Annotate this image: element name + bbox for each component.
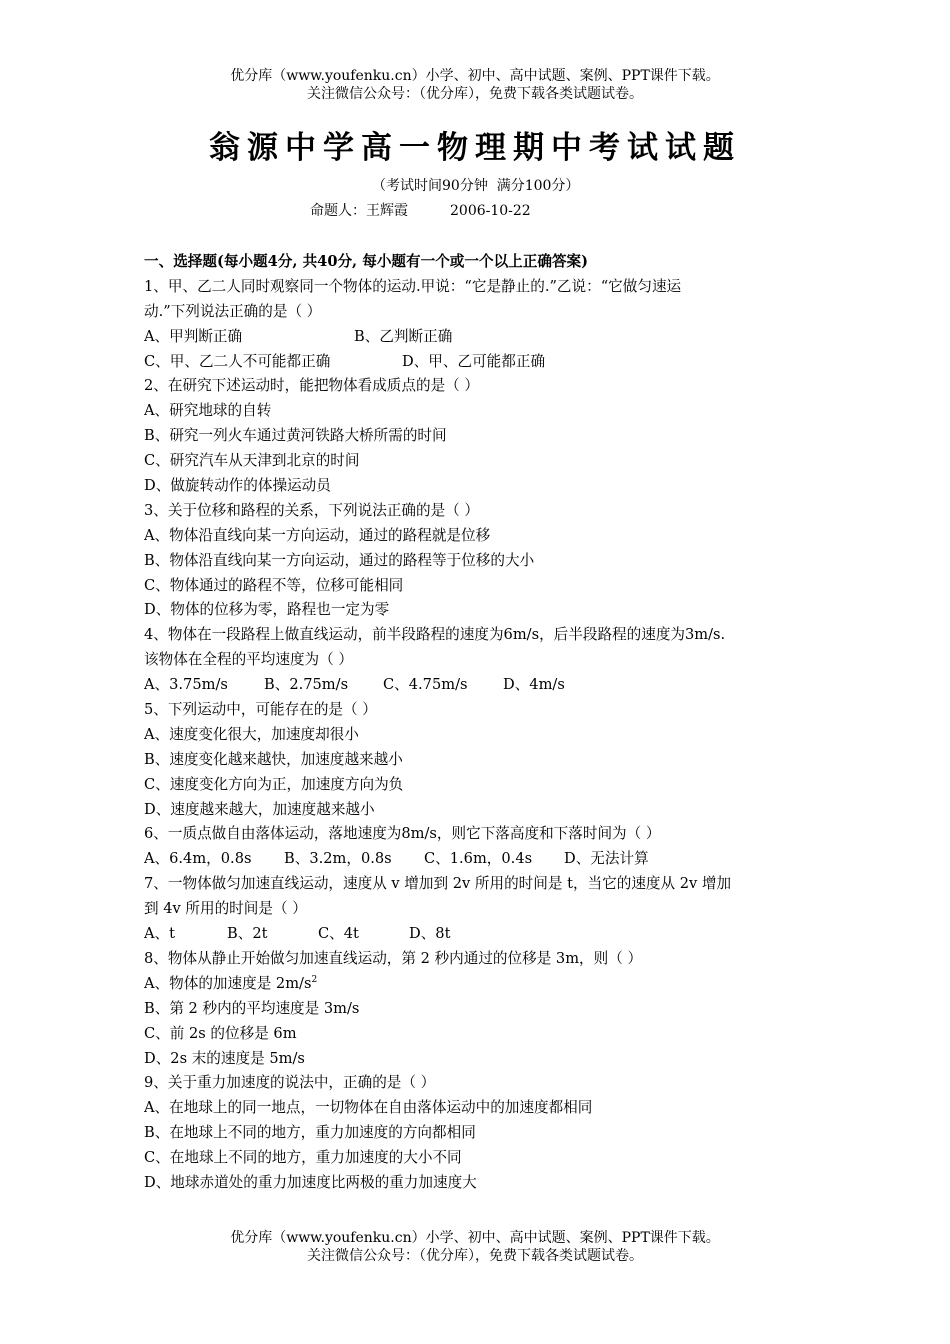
question-7-stem-cont: 到 4v 所用的时间是（ ） [144,900,307,918]
option-c: C、物体通过的路程不等，位移可能相同 [144,576,404,594]
option-b: B、在地球上不同的地方，重力加速度的方向都相同 [144,1124,476,1142]
option-c: C、甲、乙二人不可能都正确 [144,352,331,370]
option-d: D、4m/s [503,676,565,694]
option-a-text: A、物体的加速度是 2m/s [144,974,312,992]
option-a: A、3.75m/s [144,676,228,694]
question-6-options [144,847,814,872]
option-c: C、1.6m，0.4s [424,850,533,868]
question-6-stem: 6、一质点做自由落体运动，落地速度为8m/s，则它下落高度和下落时间为（ ） [144,825,661,843]
option-d: D、2s 末的速度是 5m/s [144,1049,305,1067]
question-4-stem-cont: 该物体在全程的平均速度为（ ） [144,651,353,669]
option-c: C、速度变化方向为正，加速度方向为负 [144,775,404,793]
option-a: A、6.4m，0.8s [144,850,252,868]
option-d: D、速度越来越大，加速度越来越小 [144,800,375,818]
question-4-options [144,673,814,698]
option-a: A、研究地球的自转 [144,402,272,420]
question-1-stem: 1、甲、乙二人同时观察同一个物体的运动.甲说：“它是静止的.”乙说：“它做匀速运 [144,277,682,295]
question-8-stem: 8、物体从静止开始做匀加速直线运动，第 2 秒内通过的位移是 3m，则（ ） [144,949,643,967]
option-a: A、甲判断正确 [144,327,243,345]
question-9-stem: 9、关于重力加速度的说法中，正确的是（ ） [144,1074,436,1092]
option-b: B、2t [227,925,268,943]
option-b: B、3.2m，0.8s [284,850,392,868]
exam-date: 2006-10-22 [450,203,531,219]
option-d: D、无法计算 [564,850,649,868]
question-list [144,250,814,1196]
question-3-stem: 3、关于位移和路程的关系，下列说法正确的是（ ） [144,501,479,519]
question-7-stem: 7、一物体做匀加速直线运动，速度从 v 增加到 2v 所用的时间是 t，当它的速度从 2v 增加 [144,875,732,893]
option-c: C、在地球上不同的地方，重力加速度的大小不同 [144,1149,462,1167]
question-7-options [144,922,814,947]
question-1-options-row2 [144,350,814,375]
option-d: D、做旋转动作的体操运动员 [144,477,331,495]
question-2-stem: 2、在研究下述运动时，能把物体看成质点的是（ ） [144,377,479,395]
exam-duration: （考试时间90分钟 满分100分） [372,178,580,194]
section-heading: 一、选择题(每小题4分, 共40分, 每小题有一个或一个以上正确答案) [144,253,589,270]
option-a [144,972,814,997]
question-1-stem-cont: 动.”下列说法正确的是（ ） [144,302,322,320]
option-b: B、速度变化越来越快，加速度越来越小 [144,750,403,768]
exam-author: 命题人：王辉霞 [310,203,408,219]
page-footer-line1: 优分库（www.youfenku.cn）小学、初中、高中试题、案例、PPT课件下载。 [230,1230,720,1246]
option-c: C、4.75m/s [383,676,468,694]
exam-title: 翁源中学高一物理期中考试试题 [209,130,741,166]
option-d: D、8t [409,925,451,943]
option-d: D、物体的位移为零，路程也一定为零 [144,601,390,619]
option-b: B、乙判断正确 [354,327,453,345]
option-c: C、前 2s 的位移是 6m [144,1024,297,1042]
option-d: D、甲、乙可能都正确 [402,352,546,370]
question-4-stem: 4、物体在一段路程上做直线运动，前半段路程的速度为6m/s，后半段路程的速度为3m/s. [144,626,726,644]
question-5-stem: 5、下列运动中，可能存在的是（ ） [144,701,377,719]
option-d: D、地球赤道处的重力加速度比两极的重力加速度大 [144,1173,477,1191]
option-c: C、研究汽车从天津到北京的时间 [144,452,360,470]
option-b: B、第 2 秒内的平均速度是 3m/s [144,999,360,1017]
page-header-line2: 关注微信公众号：（优分库），免费下载各类试题试卷。 [307,86,643,102]
option-b: B、物体沿直线向某一方向运动，通过的路程等于位移的大小 [144,551,535,569]
page-header-line1: 优分库（www.youfenku.cn）小学、初中、高中试题、案例、PPT课件下载。 [230,68,720,84]
option-c: C、4t [318,925,359,943]
page-footer-line2: 关注微信公众号：（优分库），免费下载各类试题试卷。 [307,1248,643,1264]
option-a: A、物体沿直线向某一方向运动，通过的路程就是位移 [144,526,491,544]
question-1-options-row1 [144,325,814,350]
option-a: A、在地球上的同一地点，一切物体在自由落体运动中的加速度都相同 [144,1099,593,1117]
option-a: A、速度变化很大，加速度却很小 [144,725,359,743]
option-a: A、t [144,925,175,943]
option-b: B、研究一列火车通过黄河铁路大桥所需的时间 [144,427,447,445]
option-b: B、2.75m/s [264,676,349,694]
exponent: 2 [311,974,318,985]
